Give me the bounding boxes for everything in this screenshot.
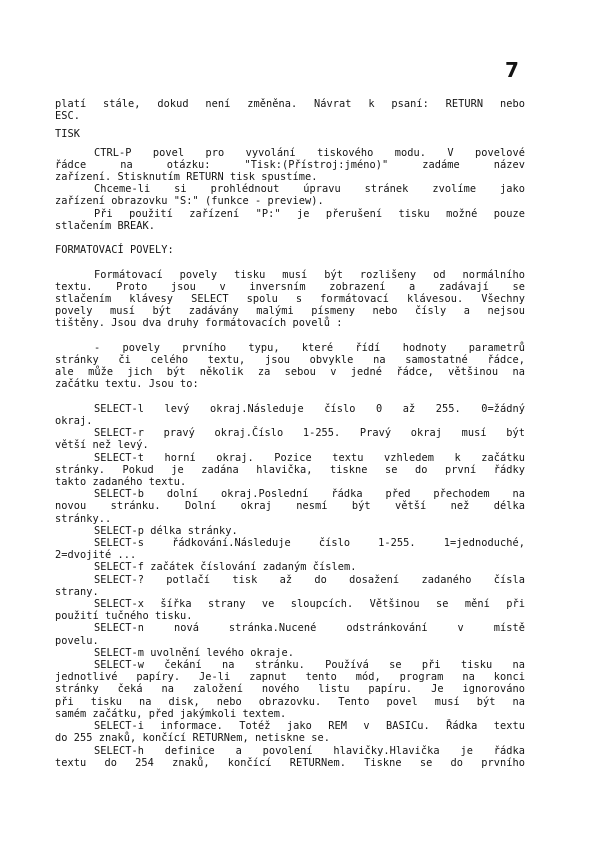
text-line: stlačením BREAK. <box>55 219 155 232</box>
text-line: SELECT-r pravý okraj.Číslo 1-255. Pravý okraj musí být <box>94 427 525 440</box>
text-line: 2=dvojité ... <box>55 549 137 562</box>
text-line: Formátovací povely tisku musí být rozlišeny od normálního <box>94 268 525 281</box>
text-line: stránky či celého textu, jsou obvykle na samostatné řádce, <box>55 354 525 367</box>
text-line: okraj. <box>55 415 93 428</box>
text-line: řádce na otázku: "Tisk:(Přístroj:jméno)" zadáme název <box>55 158 525 171</box>
text-line: FORMATOVACÍ POVELY: <box>55 244 174 257</box>
text-line: SELECT-? potlačí tisk až do dosažení zadaného čísla <box>94 573 525 586</box>
text-line: SELECT-x šířka strany ve sloupcích. Většinou se mění při <box>94 598 525 611</box>
text-line: stránky.. <box>55 512 112 525</box>
page-number: 7 <box>505 58 519 82</box>
text-line: platí stále, dokud není změněna. Návrat k psaní: RETURN nebo <box>55 98 525 110</box>
text-line: takto zadaného textu. <box>55 476 187 489</box>
text-line: povely musí být zadávány malými písmeny nebo čísly a nejsou <box>55 305 525 318</box>
text-line: povelu. <box>55 634 99 647</box>
text-line: SELECT-p délka stránky. <box>94 524 238 537</box>
text-line: SELECT-h definice a povolení hlavičky.Hlavička je řádka <box>94 744 525 757</box>
text-line: zařízení. Stisknutím RETURN tisk spustíme. <box>55 171 318 184</box>
text-line: Při použití zařízení "P:" je přerušení tisku možné pouze <box>94 207 525 220</box>
text-line: textu do 254 znaků, končící RETURNem. Tiskne se do prvního <box>55 756 525 769</box>
text-line: stlačením klávesy SELECT spolu s formátovací klávesou. Všechny <box>55 293 525 306</box>
text-line: větší než levý. <box>55 439 149 452</box>
text-line: SELECT-n nová stránka.Nucené odstránkování v místě <box>94 622 525 635</box>
text-line: použití tučného tisku. <box>55 610 193 623</box>
text-line: SELECT-f začátek číslování zadaným číslem. <box>94 561 357 574</box>
paragraph-spacer <box>55 232 525 244</box>
text-line: do 255 znaků, končící RETURNem, netiskne se. <box>55 732 330 745</box>
text-line: SELECT-m uvolnění levého okraje. <box>94 646 294 659</box>
text-line: Chceme-li si prohlédnout úpravu stránek zvolíme jako <box>94 183 525 196</box>
text-line: jednotlivé papíry. Je-li zapnut tento mód, program na konci <box>55 671 525 684</box>
text-line: ESC. <box>55 110 80 123</box>
text-line: SELECT-t horní okraj. Pozice textu vzhledem k začátku <box>94 451 525 464</box>
text-line: strany. <box>55 585 99 598</box>
text-line: CTRL-P povel pro vyvolání tiskového modu. V povelové <box>94 146 525 159</box>
text-line: samém začátku, před jakýmkoli textem. <box>55 707 287 720</box>
text-line: TISK <box>55 128 80 141</box>
text-line: SELECT-s řádkování.Následuje číslo 1-255. 1=jednoduché, <box>94 537 525 550</box>
text-line: tištěny. Jsou dva druhy formátovacích povelů : <box>55 317 343 330</box>
text-line: při tisku na disk, nebo obrazovku. Tento povel musí být na <box>55 695 525 708</box>
text-line: - povely prvního typu, které řídí hodnoty parametrů <box>94 341 525 354</box>
text-line: stránky. Pokud je zadána hlavička, tiskne se do první řádky <box>55 463 525 476</box>
paragraph-spacer <box>55 256 525 268</box>
text-line: SELECT-w čekání na stránku. Používá se při tisku na <box>94 659 525 672</box>
text-line: novou stránku. Dolní okraj nesmí být větší než délka <box>55 500 525 513</box>
text-line: textu. Proto jsou v inversním zobrazení a zadávají se <box>55 280 525 293</box>
text-line: zařízení obrazovku "S:" (funkce - preview). <box>55 195 324 208</box>
text-line: SELECT-l levý okraj.Následuje číslo 0 až 255. 0=žádný <box>94 402 525 415</box>
page-body <box>55 98 525 769</box>
text-line: SELECT-i informace. Totéž jako REM v BASICu. Řádka textu <box>94 720 525 733</box>
text-line: začátku textu. Jsou to: <box>55 378 199 391</box>
paragraph-spacer <box>55 391 525 403</box>
paragraph-spacer <box>55 330 525 342</box>
text-line: ale může jich být několik za sebou v jedné řádce, většinou na <box>55 366 525 379</box>
text-line: stránky čeká na založení nového listu papíru. Je ignorováno <box>55 683 525 696</box>
text-line: SELECT-b dolní okraj.Poslední řádka před přechodem na <box>94 488 525 501</box>
